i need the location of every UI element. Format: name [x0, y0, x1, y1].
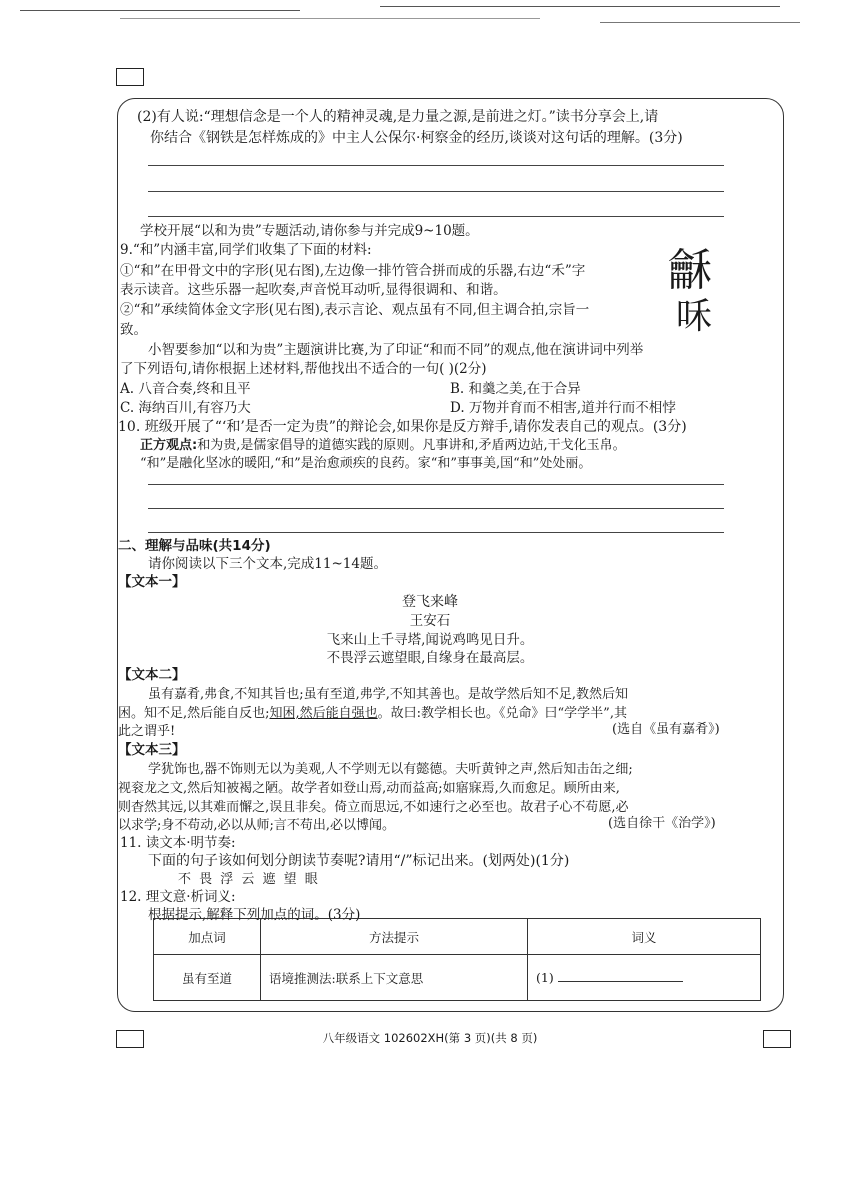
answer-line[interactable] [148, 191, 724, 192]
text3-line-1: 学犹饰也,器不饰则无以为美观,人不学则无以有懿德。夫听黄钟之声,然后知击缶之细; [148, 762, 633, 777]
bronze-he-glyph: 咊 [676, 296, 713, 337]
word-meaning-table [153, 918, 761, 1001]
q9-option-d[interactable]: D. 万物并育而不相害,道并行而不相悖 [450, 400, 676, 416]
activity-intro: 学校开展“以和为贵”专题活动,请你参与并完成9~10题。 [140, 223, 479, 239]
answer-line[interactable] [148, 165, 724, 166]
text2-line-2 [118, 705, 627, 723]
poem-title: 登飞来峰 [402, 594, 458, 610]
text3-line-4: 以求学;身不苟动,必以从师;言不苟出,必以博闻。 [118, 818, 396, 833]
q10-text-2: “和”是融化坚冰的暖阳,“和”是治愈顽疾的良药。家“和”事事美,国“和”处处丽。 [140, 456, 592, 471]
col-header-meaning: 词义 [528, 919, 761, 955]
text2-line-2b: 。故曰:教学相长也。《兑命》曰“学学半”,其 [377, 706, 627, 721]
text2-line-2a: 困。知不足,然后能自反也; [118, 706, 270, 721]
answer-line[interactable] [148, 484, 724, 485]
text2-source: (选自《虽有嘉肴》) [612, 722, 720, 737]
oracle-bone-he-glyph: 龢 [668, 245, 712, 296]
poem-line-2: 不畏浮云遮望眼,自缘身在最高层。 [326, 650, 534, 666]
row-answer-cell[interactable] [528, 955, 761, 1001]
row-word: 虽有至道 [154, 955, 261, 1001]
answer-blank[interactable] [558, 981, 683, 982]
q10-stem: 10. 班级开展了“‘和’是否一定为贵”的辩论会,如果你是反方辩手,请你发表自己的观点。(3分) [118, 419, 687, 435]
text2-label: 【文本二】 [118, 667, 186, 683]
q11-instruction: 下面的句子该如何划分朗读节奏呢?请用“/”标记出来。(划两处)(1分) [148, 853, 570, 869]
q11-title: 11. 读文本·明节奏: [120, 835, 236, 851]
poem-line-1: 飞来山上千寻塔,闻说鸡鸣见日升。 [326, 632, 534, 648]
q9-para-2: 了下列语句,请你根据上述材料,帮他找出不适合的一句( )(2分) [120, 361, 487, 377]
registration-mark-top-left [116, 68, 144, 86]
poem-author: 王安石 [409, 613, 451, 629]
q8-2-line1: (2)有人说:“理想信念是一个人的精神灵魂,是力量之源,是前进之灯。”读书分享会上,请 [137, 109, 659, 125]
q12-instruction: 根据提示,解释下列加点的词。(3分) [148, 907, 361, 923]
text2-line-1: 虽有嘉肴,弗食,不知其旨也;虽有至道,弗学,不知其善也。是故学然后知不足,教然后知 [148, 687, 629, 702]
section-2-intro: 请你阅读以下三个文本,完成11~14题。 [148, 556, 387, 572]
pro-viewpoint-label: 正方观点: [140, 438, 198, 453]
q9-option-a[interactable]: A. 八音合奏,终和且平 [120, 381, 251, 397]
col-header-method: 方法提示 [261, 919, 528, 955]
col-header-word: 加点词 [154, 919, 261, 955]
text3-label: 【文本三】 [118, 742, 186, 758]
q9-material-2b: 致。 [120, 322, 147, 338]
text2-underlined-phrase: 知困,然后能自强也 [269, 706, 378, 721]
q9-material-1a: ①“和”在甲骨文中的字形(见右图),左边像一排竹管合拼而成的乐器,右边“禾”字 [120, 263, 586, 279]
q10-text-1 [140, 437, 626, 455]
q11-sentence[interactable]: 不 畏 浮 云 遮 望 眼 [178, 872, 320, 887]
pro-viewpoint-text: 和为贵,是儒家倡导的道德实践的原则。凡事讲和,矛盾两边站,干戈化玉帛。 [197, 438, 626, 453]
text3-source: (选自徐干《治学》) [608, 816, 716, 831]
answer-line[interactable] [148, 508, 724, 509]
q12-title: 12. 理文意·析词义: [120, 889, 236, 905]
row-method-hint: 语境推测法:联系上下文意思 [261, 955, 528, 1001]
q9-stem: 9.“和”内涵丰富,同学们收集了下面的材料: [120, 242, 372, 258]
answer-line[interactable] [148, 532, 724, 533]
q9-option-b[interactable]: B. 和羹之美,在于合异 [450, 381, 581, 397]
q9-option-c[interactable]: C. 海纳百川,有容乃大 [120, 400, 251, 416]
section-2-title: 二、理解与品味(共14分) [118, 538, 271, 554]
page-footer: 八年级语文 102602XH(第 3 页)(共 8 页) [322, 1031, 538, 1045]
answer-line[interactable] [148, 216, 724, 217]
answer-number: (1) [536, 970, 554, 985]
text3-line-2: 视衮龙之文,然后知被褐之陋。故学者如登山焉,动而益高;如寤寐焉,久而愈足。顾所由来, [118, 781, 620, 796]
text3-line-3: 则杳然其远,以其难而懈之,误且非矣。倚立而思远,不如速行之必至也。故君子心不苟愿,必 [118, 800, 629, 815]
q9-para-1: 小智要参加“以和为贵”主题演讲比赛,为了印证“和而不同”的观点,他在演讲词中列举 [148, 342, 644, 358]
text1-label: 【文本一】 [118, 574, 186, 590]
q8-2-line2: 你结合《钢铁是怎样炼成的》中主人公保尔·柯察金的经历,谈谈对这句话的理解。(3分) [150, 130, 683, 146]
q9-material-1b: 表示读音。这些乐器一起吹奏,声音悦耳动听,显得很调和、和谐。 [120, 282, 507, 298]
q9-material-2a: ②“和”承续简体金文字形(见右图),表示言论、观点虽有不同,但主调合拍,宗旨一 [120, 302, 590, 318]
text2-line-3: 此之谓乎! [118, 724, 176, 739]
